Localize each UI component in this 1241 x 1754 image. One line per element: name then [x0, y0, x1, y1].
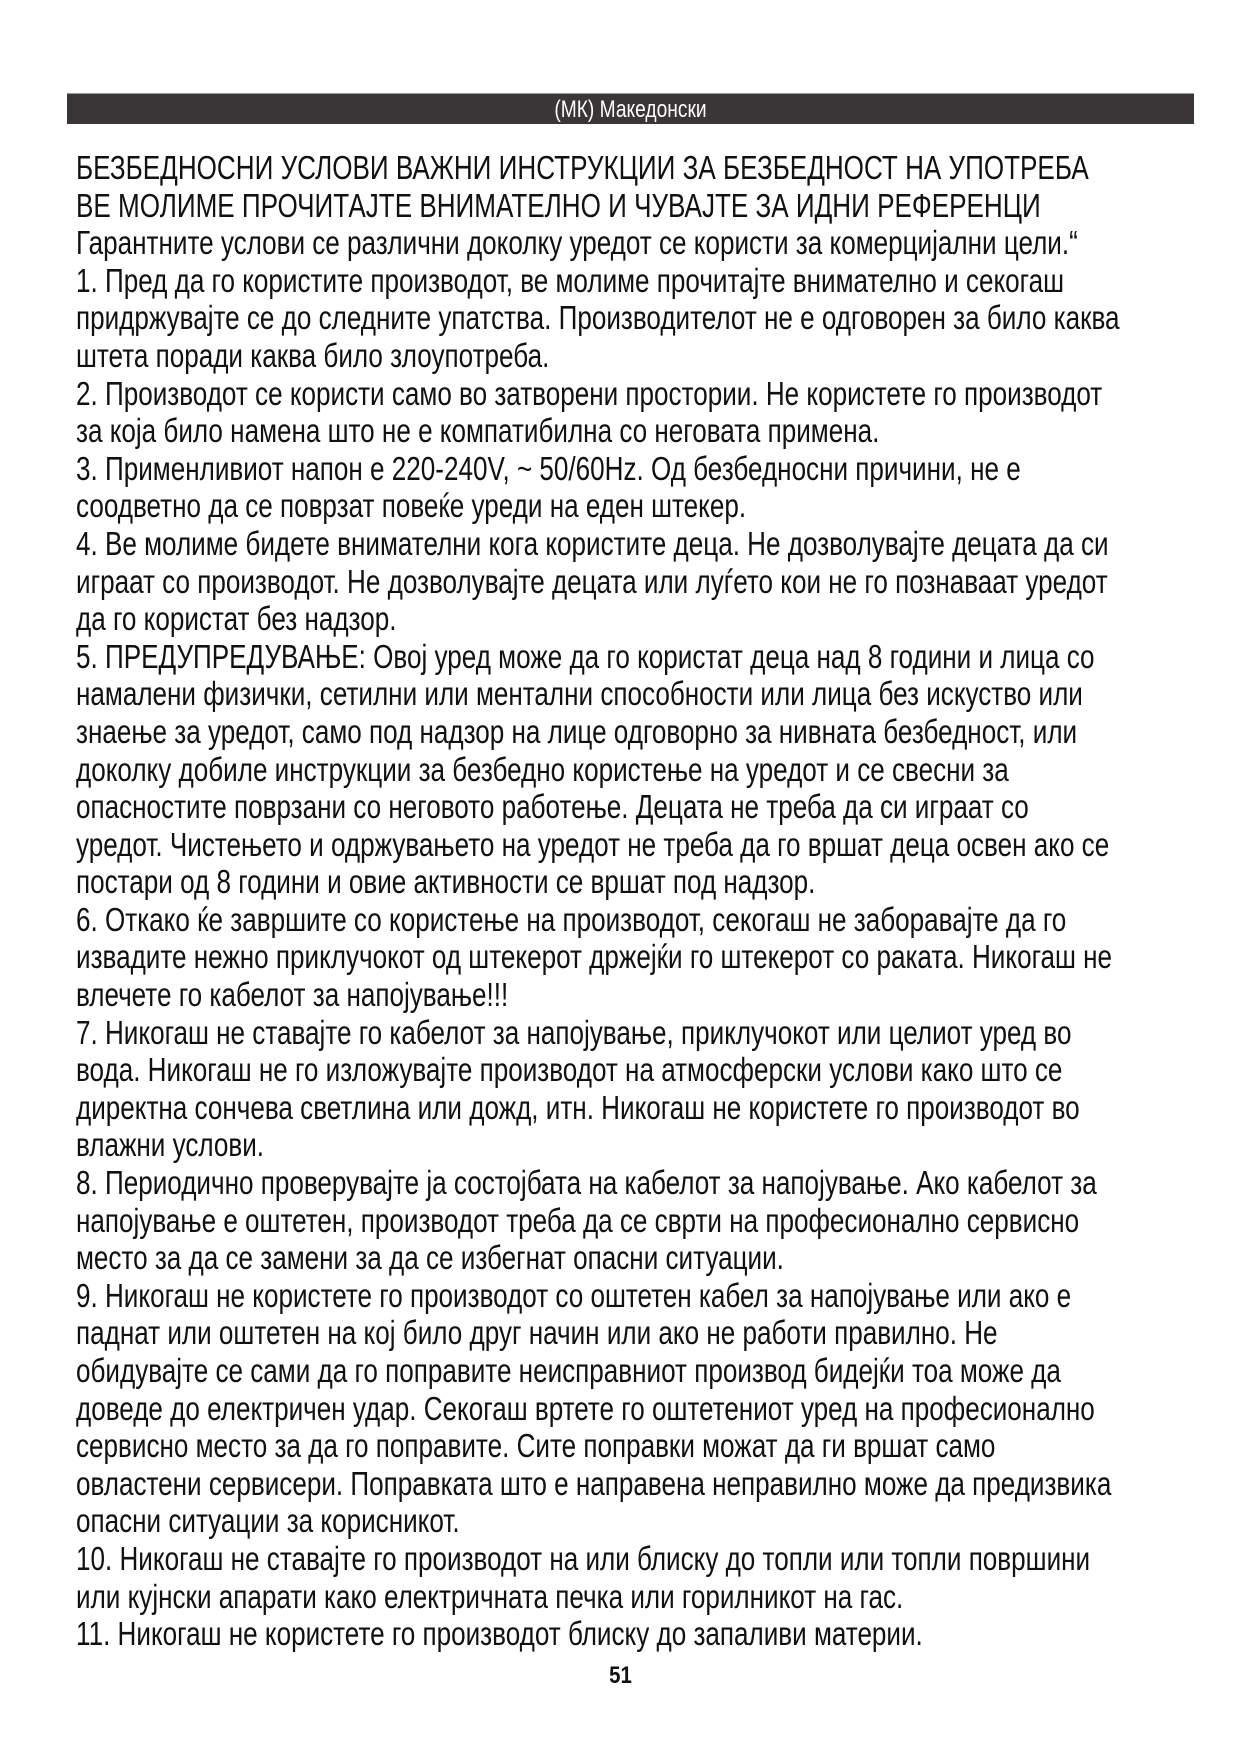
text-line: 1. Пред да го користите производот, ве молиме прочитајте внимателно и секогаш [76, 261, 1064, 299]
text-line: 3. Применливиот напон е 220-240V, ~ 50/60Hz. Од безбедносни причини, не е [76, 449, 1021, 487]
text-line: директна сончева светлина или дожд, итн. Никогаш не користете го производот во [76, 1088, 1080, 1126]
heading-line: ВЕ МОЛИМЕ ПРОЧИТАЈТЕ ВНИМАТЕЛНО И ЧУВАЈТЕ ЗА ИДНИ РЕФЕРЕНЦИ [76, 186, 1041, 224]
text-line: играат со производот. Не дозволувајте децата или луѓето кои не го познаваат уредот [76, 562, 1108, 600]
text-line: 5. ПРЕДУПРЕДУВАЊЕ: Овој уред може да го користат деца над 8 години и лица со [76, 637, 1095, 675]
text-line: место за да се замени за да се избегнат опасни ситуации. [76, 1239, 784, 1277]
text-line: 10. Никогаш не ставајте го производот на или блиску до топли или топли површини [76, 1539, 1091, 1577]
safety-instructions-text [76, 149, 1241, 1653]
heading-line: БЕЗБЕДНОСНИ УСЛОВИ ВАЖНИ ИНСТРУКЦИИ ЗА БЕЗБЕДНОСТ НА УПОТРЕБА [76, 149, 1089, 186]
text-line: овластени сервисери. Поправката што е направена неправилно може да предизвика [76, 1464, 1112, 1502]
text-line: доколку добиле инструкции за безбедно користење на уредот и се свесни за [76, 750, 1009, 788]
text-line: за која било намена што не е компатибилна со неговата примена. [76, 412, 880, 450]
text-line: уредот. Чистењето и одржувањето на уредот не треба да го вршат деца освен ако се [76, 825, 1110, 863]
language-header-bar [67, 93, 1194, 124]
text-line: извадите нежно приклучокот од штекерот држејќи го штекерот со раката. Никогаш не [76, 938, 1113, 976]
text-line: постари од 8 години и овие активности се вршат под надзор. [76, 863, 816, 901]
text-line: 9. Никогаш не користете го производот со оштетен кабел за напојување или ако е [76, 1276, 1072, 1314]
page-number: 51 [609, 1662, 632, 1689]
text-line: 11. Никогаш не користете го производот блиску до запаливи материи. [76, 1615, 923, 1653]
text-line: знаење за уредот, само под надзор на лице одговорно за нивната безбедност, или [76, 712, 1078, 750]
text-line: напојување е оштетен, производот треба да се сврти на професионално сервисно [76, 1201, 1080, 1239]
text-line: 8. Периодично проверувајте ја состојбата на кабелот за напојување. Ако кабелот за [76, 1164, 1097, 1202]
text-line: да го користат без надзор. [76, 600, 397, 638]
text-line: 4. Ве молиме бидете внимателни кога користите деца. Не дозволувајте децата да си [76, 524, 1109, 562]
language-label: (МК) Македонски [554, 96, 707, 123]
text-line: паднат или оштетен на кој било друг начин или ако не работи правилно. Не [76, 1314, 998, 1352]
text-line: вода. Никогаш не го изложувајте производот на атмосферски услови како што се [76, 1051, 1063, 1089]
text-line: доведе до електричен удар. Секогаш вртете го оштетениот уред на професионално [76, 1389, 1095, 1427]
text-line: соодветно да се поврзат повеќе уреди на еден штекер. [76, 487, 747, 525]
text-line: опасни ситуации за корисникот. [76, 1502, 460, 1540]
text-line: придржувајте се до следните упатства. Производителот не е одговорен за било каква [76, 299, 1120, 337]
text-line: влажни услови. [76, 1126, 265, 1164]
text-line: 2. Производот се користи само во затворени простории. Не користете го производот [76, 374, 1103, 412]
text-line: опасностите поврзани со неговото работење. Децата не треба да си играат со [76, 788, 1029, 826]
text-line: Гарантните услови се различни доколку уредот се користи за комерцијални цели.“ [76, 224, 1078, 262]
text-line: штета поради каква било злоупотреба. [76, 336, 550, 374]
text-line: 7. Никогаш не ставајте го кабелот за напојување, приклучокот или целиот уред во [76, 1013, 1072, 1051]
text-line: влечете го кабелот за напојување!!! [76, 976, 509, 1014]
text-line: обидувајте се сами да го поправите неисправниот производ бидејќи тоа може да [76, 1352, 1061, 1389]
text-line: 6. Откако ќе завршите со користење на производот, секогаш не заборавајте да го [76, 900, 1067, 938]
text-line: намалени физички, сетилни или ментални способности или лица без искуство или [76, 675, 1083, 713]
text-line: сервисно место за да го поправите. Сите поправки можат да ги вршат само [76, 1427, 996, 1465]
text-line: или кујнски апарати како електричната печка или горилникот на гас. [76, 1577, 904, 1615]
